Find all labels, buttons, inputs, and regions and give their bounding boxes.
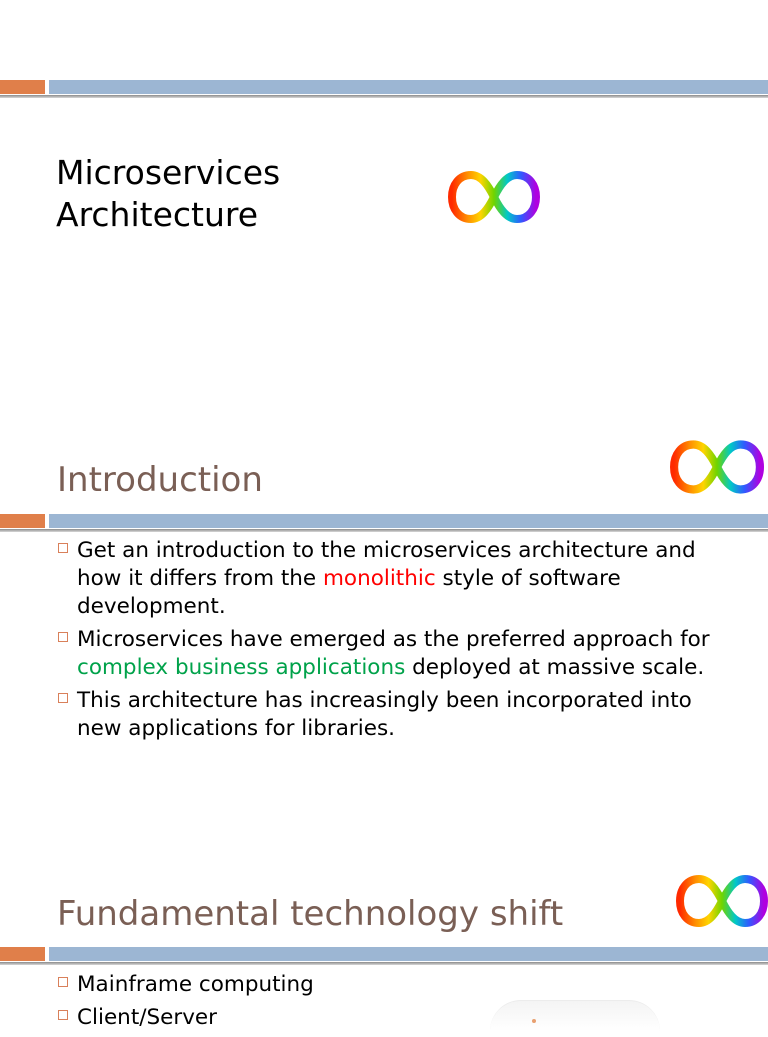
bullet-item: Get an introduction to the microservices architecture and how it differs from the monolithic style of software development.: [57, 537, 737, 621]
square-bullet-icon: [58, 543, 68, 553]
square-bullet-icon: [58, 632, 68, 642]
title-line: Microservices: [56, 153, 281, 192]
title-line: Architecture: [56, 195, 259, 234]
header-accent-bar: [0, 512, 768, 534]
highlight-text: complex business applications: [77, 655, 406, 680]
section-title: Fundamental technology shift: [57, 894, 564, 934]
highlight-text: monolithic: [322, 566, 436, 591]
bullet-item: Microservices have emerged as the preferred approach for complex business applications deployed at massive scale.: [57, 626, 737, 682]
square-bullet-icon: [58, 1010, 68, 1020]
bullet-item: Client/Server: [57, 1004, 737, 1032]
rainbow-infinity-icon: [448, 168, 540, 226]
bullet-item: Mainframe computing: [57, 971, 737, 999]
square-bullet-icon: [58, 977, 68, 987]
section-title: Introduction: [57, 460, 263, 500]
header-accent-bar: [0, 78, 768, 100]
header-accent-bar: [0, 945, 768, 967]
slide-title: [56, 152, 280, 236]
bullet-item: This architecture has increasingly been incorporated into new applications for libraries.: [57, 687, 737, 743]
rainbow-infinity-icon: [670, 436, 764, 498]
square-bullet-icon: [58, 693, 68, 703]
rainbow-infinity-icon: [676, 870, 768, 932]
bullet-list: [57, 971, 737, 1037]
bullet-list: [57, 537, 737, 748]
